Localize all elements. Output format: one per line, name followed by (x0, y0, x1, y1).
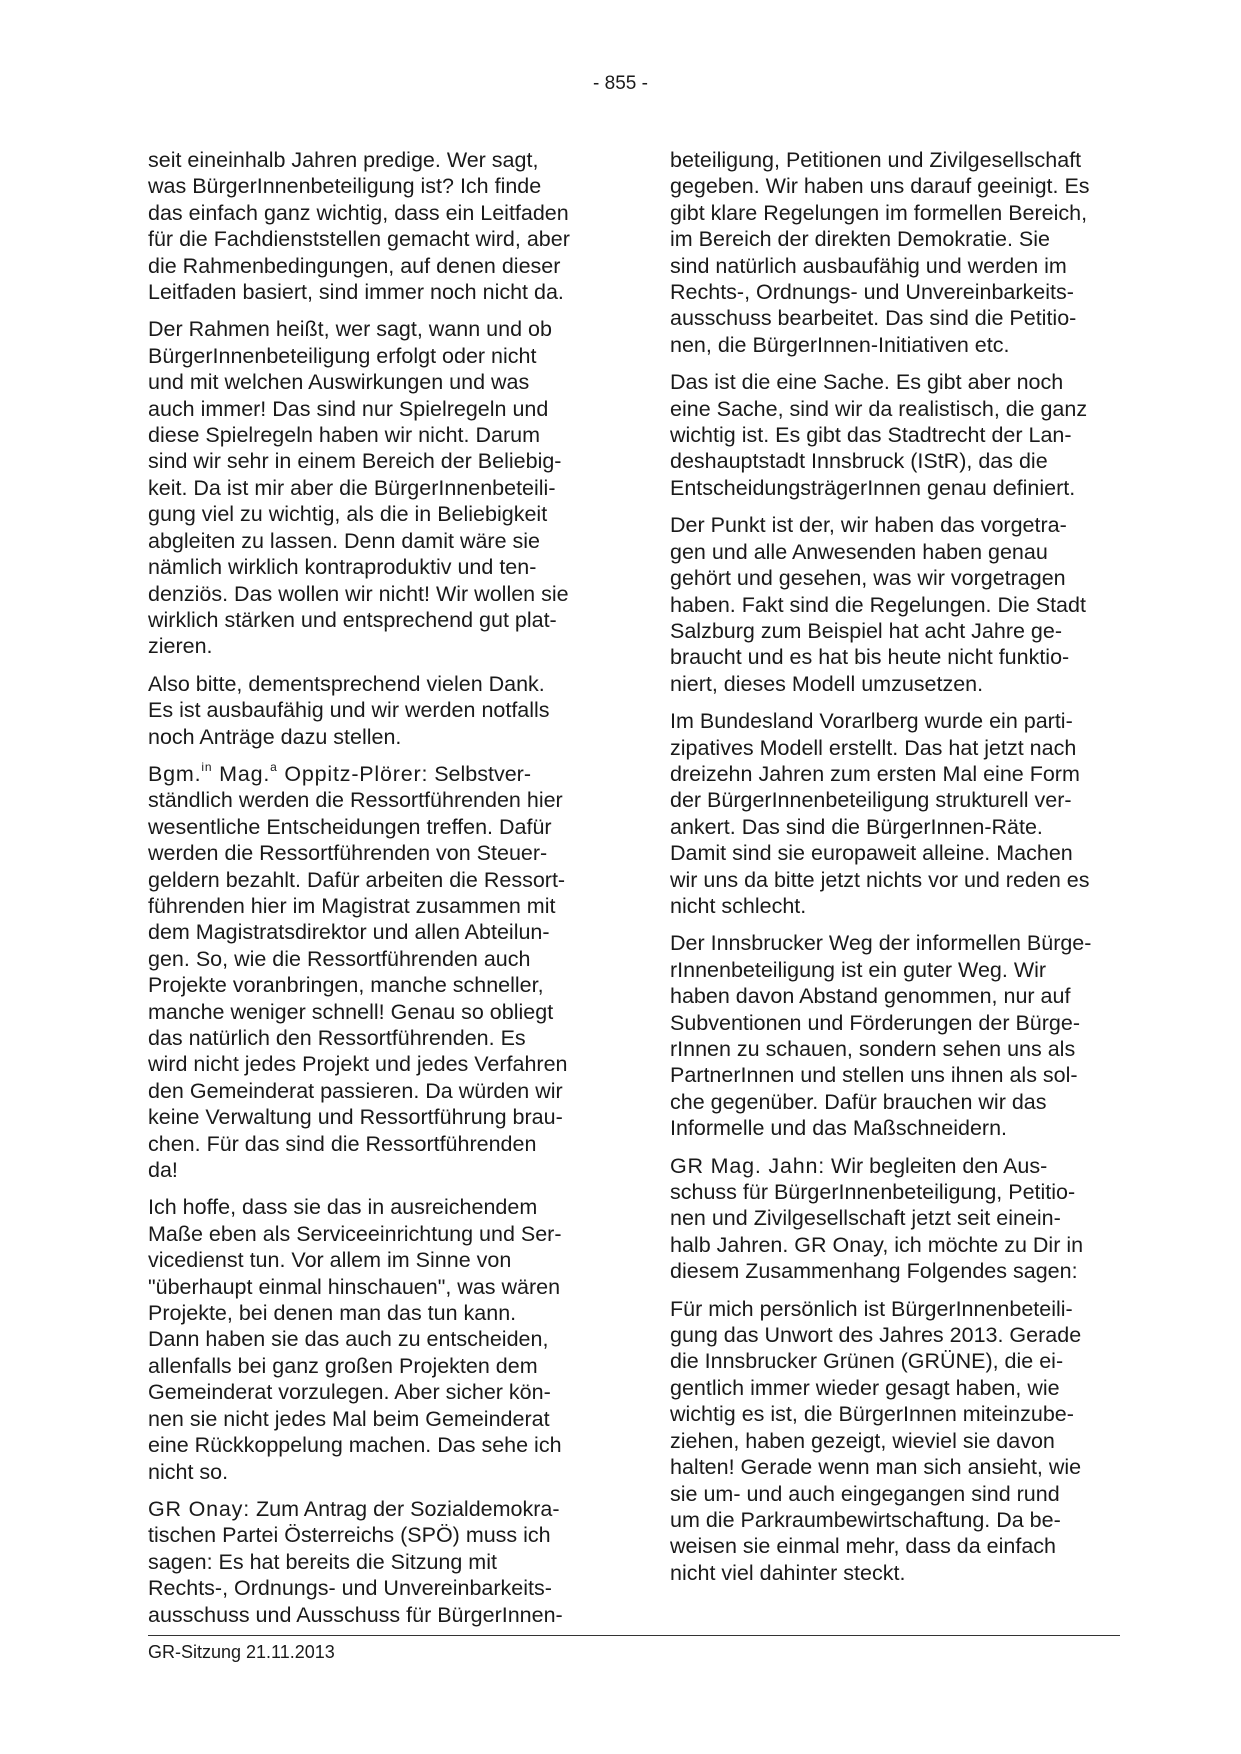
text-line: BürgerInnenbeteiligung erfolgt oder nicht (148, 343, 537, 368)
text-line: Das ist die eine Sache. Es gibt aber noch (670, 370, 1064, 395)
text-line: manche weniger schnell! Genau so obliegt (148, 999, 554, 1024)
text-line: rInnenbeteiligung ist ein guter Weg. Wir (670, 957, 1047, 982)
text-line: wirklich stärken und entsprechend gut plat- (148, 607, 557, 632)
text-line: gung das Unwort des Jahres 2013. Gerade (670, 1323, 1082, 1348)
text-line: "überhaupt einmal hinschauen", was wären (148, 1274, 561, 1299)
text-line: nen sie nicht jedes Mal beim Gemeinderat (148, 1406, 550, 1431)
text-line: tischen Partei Österreichs (SPÖ) muss ich (148, 1523, 551, 1548)
text-line: gegeben. Wir haben uns darauf geeinigt. Es (670, 174, 1090, 199)
text-line: deshauptstadt Innsbruck (IStR), das die (670, 449, 1048, 474)
paragraph (148, 147, 596, 305)
title-mag: Mag. (219, 761, 271, 786)
text-line: ständlich werden die Ressortführenden hier (148, 788, 563, 813)
speaker-name: GR Mag. Jahn: (670, 1153, 825, 1178)
text-line: eine Sache, sind wir da realistisch, die ganz (670, 396, 1088, 421)
text-line: nen, die BürgerInnen-Initiativen etc. (670, 332, 1010, 357)
text-line: sind wir sehr in einem Bereich der Beliebig- (148, 449, 562, 474)
text-line: gen. So, wie die Ressortführenden auch (148, 946, 531, 971)
text-line: beteiligung, Petitionen und Zivilgesellschaft (670, 148, 1082, 172)
text-line: EntscheidungsträgerInnen genau definiert. (670, 475, 1076, 500)
speaker-line-text: Zum Antrag der Sozialdemokra- (255, 1496, 560, 1521)
text-line: haben davon Abstand genommen, nur auf (670, 984, 1071, 1009)
text-line: Informelle und das Maßschneidern. (670, 1116, 1008, 1141)
footer-divider (148, 1635, 1120, 1636)
text-line: wichtig es ist, die BürgerInnen miteinzube- (670, 1402, 1074, 1427)
paragraph-body (670, 1179, 1118, 1285)
text-line: Gemeinderat vorzulegen. Aber sicher kön- (148, 1380, 551, 1405)
text-line: werden die Ressortführenden von Steuer- (148, 841, 548, 866)
text-line: diesem Zusammenhang Folgendes sagen: (670, 1259, 1078, 1284)
paragraph (148, 671, 596, 750)
text-line: vicedienst tun. Vor allem im Sinne von (148, 1248, 512, 1273)
text-line: nämlich wirklich kontraproduktiv und ten- (148, 555, 537, 580)
text-line: die Rahmenbedingungen, auf denen dieser (148, 253, 561, 278)
text-line: Projekte voranbringen, manche schneller, (148, 973, 544, 998)
text-line: Der Innsbrucker Weg der informellen Bürge- (670, 931, 1092, 956)
text-line: halten! Gerade wenn man sich ansieht, wie (670, 1455, 1082, 1480)
text-line: schuss für BürgerInnenbeteiligung, Petitio- (670, 1180, 1076, 1205)
text-line: sagen: Es hat bereits die Sitzung mit (148, 1549, 497, 1574)
text-line: ausschuss und Ausschuss für BürgerInnen- (148, 1602, 563, 1627)
speaker-line-text: Wir begleiten den Aus- (830, 1153, 1048, 1178)
text-line: Der Punkt ist der, wir haben das vorgetra- (670, 513, 1067, 538)
paragraph (670, 512, 1118, 697)
text-line: seit eineinhalb Jahren predige. Wer sagt, (148, 148, 539, 172)
text-line: haben. Fakt sind die Regelungen. Die Stadt (670, 592, 1086, 617)
text-line: Salzburg zum Beispiel hat acht Jahre ge- (670, 618, 1062, 643)
text-line: niert, dieses Modell umzusetzen. (670, 671, 984, 696)
speaker-paragraph (670, 1153, 1118, 1285)
text-line: nicht schlecht. (670, 893, 807, 918)
speaker-name (148, 759, 429, 786)
text-line: den Gemeinderat passieren. Da würden wir (148, 1078, 563, 1103)
text-line: wird nicht jedes Projekt und jedes Verfahren (148, 1052, 568, 1077)
text-line: das natürlich den Ressortführenden. Es (148, 1026, 526, 1050)
paragraph (148, 1194, 596, 1484)
speaker-paragraph (148, 761, 596, 1184)
text-line: ziehen, haben gezeigt, wieviel sie davon (670, 1428, 1055, 1453)
text-line: halb Jahren. GR Onay, ich möchte zu Dir in (670, 1232, 1084, 1257)
text-line: che gegenüber. Dafür brauchen wir das (670, 1089, 1047, 1114)
speaker-paragraph (148, 1496, 596, 1628)
text-line: zieren. (148, 634, 213, 659)
text-line: Projekte, bei denen man das tun kann. (148, 1301, 517, 1326)
speaker-surname: Oppitz-Plörer: (284, 761, 429, 786)
text-line: auch immer! Das sind nur Spielregeln und (148, 396, 549, 421)
title-bgm-superscript: in (201, 759, 213, 774)
text-line: im Bereich der direkten Demokratie. Sie (670, 227, 1050, 252)
text-line: Ich hoffe, dass sie das in ausreichendem (148, 1195, 538, 1220)
text-line: ausschuss bearbeitet. Das sind die Petitio- (670, 306, 1077, 331)
text-line: Für mich persönlich ist BürgerInnenbeteili- (670, 1296, 1073, 1321)
text-line: geldern bezahlt. Dafür arbeiten die Ressort- (148, 867, 566, 892)
text-line: die Innsbrucker Grünen (GRÜNE), die ei- (670, 1349, 1064, 1374)
text-line: Maße eben als Serviceeinrichtung und Ser- (148, 1221, 562, 1246)
text-line: das einfach ganz wichtig, dass ein Leitfaden (148, 200, 569, 225)
speaker-line (148, 1496, 596, 1522)
text-line: dreizehn Jahren zum ersten Mal eine Form (670, 761, 1080, 786)
text-line: zipatives Modell erstellt. Das hat jetzt nach (670, 735, 1077, 760)
text-line: nicht viel dahinter steckt. (670, 1560, 906, 1585)
text-line: keine Verwaltung und Ressortführung brau- (148, 1105, 563, 1130)
footer-session-date: GR-Sitzung 21.11.2013 (148, 1642, 335, 1662)
text-line: und mit welchen Auswirkungen und was (148, 370, 530, 395)
text-line: führenden hier im Magistrat zusammen mit (148, 893, 556, 918)
paragraph (670, 147, 1118, 358)
paragraph (670, 930, 1118, 1141)
paragraph (670, 708, 1118, 919)
right-column (670, 147, 1118, 1597)
text-line: wichtig ist. Es gibt das Stadtrecht der Lan- (670, 423, 1072, 448)
text-line: Rechts-, Ordnungs- und Unvereinbarkeits- (148, 1576, 552, 1601)
text-line: noch Anträge dazu stellen. (148, 724, 402, 749)
text-line: rInnen zu schauen, sondern sehen uns als (670, 1037, 1076, 1061)
title-bgm: Bgm. (148, 761, 202, 786)
paragraph-body (148, 787, 596, 1183)
text-line: denziös. Das wollen wir nicht! Wir wollen sie (148, 581, 569, 606)
text-line: Damit sind sie europaweit alleine. Machen (670, 841, 1073, 866)
text-line: Der Rahmen heißt, wer sagt, wann und ob (148, 317, 552, 342)
text-line: was BürgerInnenbeteiligung ist? Ich finde (148, 174, 542, 199)
text-line: wesentliche Entscheidungen treffen. Dafür (148, 814, 552, 839)
paragraph (670, 1296, 1118, 1586)
text-line: gibt klare Regelungen im formellen Bereich, (670, 200, 1088, 225)
text-line: gen und alle Anwesenden haben genau (670, 539, 1048, 564)
paragraph-body (148, 1522, 596, 1628)
text-line: für die Fachdienststellen gemacht wird, aber (148, 227, 570, 252)
speaker-line (670, 1153, 1118, 1179)
text-line: Rechts-, Ordnungs- und Unvereinbarkeits- (670, 280, 1074, 305)
text-line: gentlich immer wieder gesagt haben, wie (670, 1375, 1060, 1400)
speaker-line (148, 761, 596, 787)
text-line: um die Parkraumbewirtschaftung. Da be- (670, 1507, 1061, 1532)
text-line: eine Rückkoppelung machen. Das sehe ich (148, 1433, 562, 1458)
text-line: abgleiten zu lassen. Denn damit wäre sie (148, 528, 540, 553)
text-line: keit. Da ist mir aber die BürgerInnenbeteili- (148, 475, 556, 500)
text-line: Dann haben sie das auch zu entscheiden, (148, 1327, 549, 1352)
text-line: dem Magistratsdirektor und allen Abteilun- (148, 920, 550, 945)
text-line: nicht so. (148, 1459, 229, 1484)
text-line: diese Spielregeln haben wir nicht. Darum (148, 423, 540, 448)
title-mag-superscript: a (270, 759, 278, 774)
speaker-line-text: Selbstver- (434, 761, 531, 786)
text-line: weisen sie einmal mehr, dass da einfach (670, 1534, 1057, 1559)
text-line: PartnerInnen und stellen uns ihnen als sol- (670, 1063, 1078, 1088)
text-line: Es ist ausbaufähig und wir werden notfalls (148, 698, 550, 723)
text-line: Leitfaden basiert, sind immer noch nicht da. (148, 280, 564, 305)
text-line: Subventionen und Förderungen der Bürge- (670, 1010, 1080, 1035)
text-line: Also bitte, dementsprechend vielen Dank. (148, 671, 545, 696)
text-line: ankert. Das sind die BürgerInnen-Räte. (670, 814, 1043, 839)
text-line: allenfalls bei ganz großen Projekten dem (148, 1353, 538, 1378)
text-line: sind natürlich ausbaufähig und werden im (670, 253, 1067, 278)
left-column (148, 147, 596, 1639)
text-line: der BürgerInnenbeteiligung strukturell ver- (670, 788, 1072, 813)
text-line: braucht und es hat bis heute nicht funktio- (670, 645, 1070, 670)
text-line: Im Bundesland Vorarlberg wurde ein parti- (670, 709, 1073, 734)
text-line: gung viel zu wichtig, als die in Beliebigkeit (148, 502, 548, 527)
speaker-name: GR Onay: (148, 1496, 250, 1521)
text-line: da! (148, 1158, 178, 1183)
text-line: nen und Zivilgesellschaft jetzt seit einein- (670, 1206, 1061, 1231)
text-line: gehört und gesehen, was wir vorgetragen (670, 566, 1066, 591)
text-line: wir uns da bitte jetzt nichts vor und reden es (670, 867, 1090, 892)
text-line: chen. Für das sind die Ressortführenden (148, 1131, 537, 1156)
page-number: - 855 - (593, 73, 648, 94)
paragraph (670, 369, 1118, 501)
text-line: sie um- und auch eingegangen sind rund (670, 1481, 1060, 1506)
paragraph (148, 316, 596, 659)
